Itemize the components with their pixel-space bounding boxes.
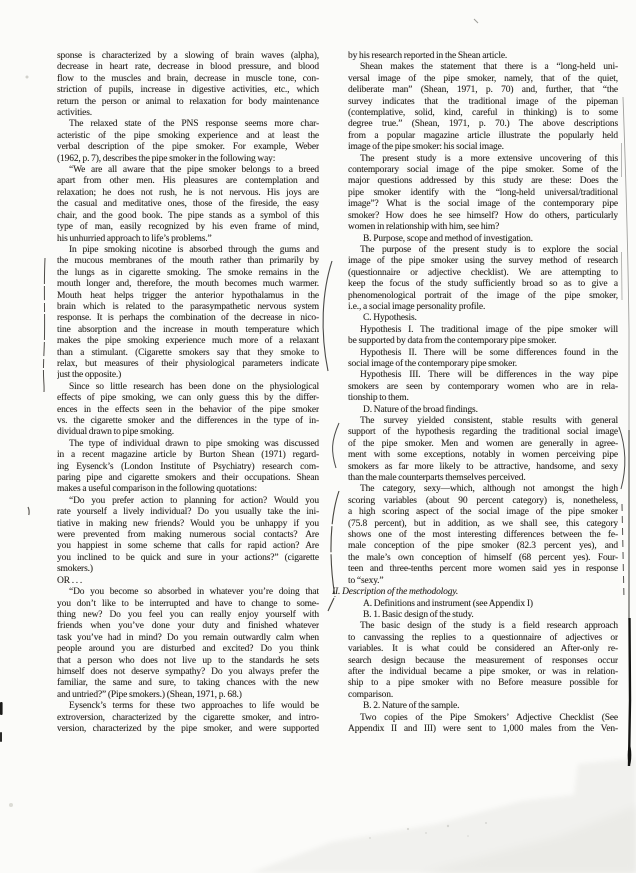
text-line: tiative in making new friends? Would you be unhappy if you — [57, 518, 319, 529]
text-line: male conception of the pipe smoker (82.3 percent yes), and — [348, 541, 618, 552]
left-margin-tick — [28, 507, 29, 515]
text-line: in a recent magazine article by Burton Shean (1971) regard- — [57, 450, 319, 461]
text-line: pipe smoker identify with the “long-held universal/traditional — [348, 187, 618, 198]
text-line: The type of individual drawn to pipe smoking was discussed — [69, 438, 319, 449]
text-line: to “sexy.” — [348, 575, 384, 586]
text-line: paring pipe and cigarette smokers and their occupations. Shean — [57, 473, 319, 484]
text-line: striction of pupils, increase in digestive activities, etc., which — [57, 85, 319, 96]
text-line: ment with some exceptions, notably in women perceiving pipe — [348, 450, 618, 461]
text-line: keep the focus of the study sufficiently broad so as to give a — [348, 279, 618, 290]
text-line: the male’s own conception of himself (68 percent yes). Four- — [348, 552, 618, 563]
text-line: degree true.” (Shean, 1971, p. 70.) The above descriptions — [348, 119, 618, 130]
page-edge-line-dark — [629, 618, 630, 766]
text-line: B. 1. Basic design of the study. — [363, 609, 474, 620]
section-heading — [348, 701, 618, 712]
bottom-right-shadow-deep — [420, 806, 636, 873]
text-line: ship to a pipe smoker with no Before measure possible for — [348, 678, 618, 689]
text-line: response. It is perhaps the combination of the decrease in nico- — [57, 313, 319, 324]
text-line: extroversion, characterized by the cigarette smoker, and intro- — [57, 712, 319, 723]
paragraph — [348, 325, 618, 348]
text-line: friends when you’ve done your duty and finished whatever — [57, 621, 319, 632]
text-line: version, characterized by the pipe smoker, and were supported — [57, 723, 319, 734]
text-line: verbal description of the pipe smoker. For example, Weber — [57, 142, 319, 153]
text-line: return the person or animal to relaxation for body maintenance — [57, 96, 319, 107]
text-line: the casual and meditative ones, those of the fireside, the easy — [57, 199, 319, 210]
text-line: Eysenck’s terms for these two approaches to life would be — [69, 701, 319, 712]
text-line: versal image of the pipe smoker, namely, that of the quiet, — [348, 73, 618, 84]
top-right-tick — [474, 19, 478, 23]
shadow-edge-speckles — [369, 822, 487, 839]
text-line: the lungs as in cigarette smoking. The smoke remains in the — [57, 267, 319, 278]
text-line: Mouth heat helps trigger the anterior hypothalamus in the — [57, 290, 319, 301]
text-line: chair, and the good book. The pipe stands as a symbol of this — [57, 210, 319, 221]
paragraph — [57, 51, 319, 119]
text-line: effects of pipe smoking, we can only guess this by the differ- — [57, 393, 319, 404]
text-line: shows one of the most interesting differences between the fe- — [348, 530, 618, 541]
text-line: Hypothesis III. There will be differences in the way pipe — [360, 370, 618, 381]
right-text-column — [332, 51, 618, 735]
text-line: activities. — [57, 108, 93, 119]
text-line: ences in the effects seen in the behavior of the pipe smoker — [57, 404, 319, 415]
text-line: i.e., a social image personality profile. — [348, 301, 486, 312]
text-line: B. 2. Nature of the sample. — [363, 701, 460, 712]
paragraph — [348, 484, 618, 587]
text-line: image of the pipe smoker using the survey method of research — [348, 256, 618, 267]
paragraph — [348, 370, 618, 404]
paragraph — [57, 382, 319, 439]
right-margin-dashed-line — [622, 504, 624, 600]
text-line: Shean makes the statement that there is a “long-held uni- — [360, 62, 618, 73]
text-line: rate yourself a lively individual? Do you usually take the ini- — [57, 507, 319, 518]
text-line: deliberate man” (Shean, 1971, p. 70) and, further, that “the — [348, 85, 618, 96]
paragraph — [57, 587, 319, 701]
text-line: teen and three-tenths percent more women said yes in response — [348, 564, 618, 575]
text-line: Hypothesis I. The traditional image of the pipe smoker will — [360, 324, 618, 335]
margin-smudge-b — [9, 803, 13, 807]
text-line: In pipe smoking nicotine is absorbed through the gums and — [69, 244, 319, 255]
text-line: search design because the measurement of responses occur — [348, 655, 618, 666]
gutter-bracket-category — [331, 491, 339, 597]
text-line: his unhurried approach to life’s problems.” — [57, 233, 212, 244]
text-line: brain which is related to the parasympathetic nervous system — [57, 301, 319, 312]
text-line: support of the hypothesis regarding the traditional social image — [348, 427, 618, 438]
text-line: just the opposite.) — [57, 370, 122, 381]
text-line: smokers as far more likely to be attractive, handsome, and sexy — [348, 461, 618, 472]
text-line: the mucous membranes of the mouth rather than primarily by — [57, 256, 319, 267]
text-line: scoring variables (about 90 percent category) is, nonetheless, — [348, 495, 618, 506]
text-line: (75.8 percent), but in addition, as we shall see, this category — [348, 518, 618, 529]
text-line: The purpose of the present study is to explore the social — [360, 244, 618, 255]
text-line: The present study is a more extensive uncovering of this — [360, 153, 618, 164]
text-line: tionship to them. — [348, 393, 409, 404]
text-line: than the male counterparts themselves perceived. — [348, 473, 526, 484]
text-line: sponse is characterized by a slowing of brain waves (alpha), — [57, 51, 319, 61]
left-edge-speck-b — [0, 732, 2, 742]
gutter-bracket-category-tail — [328, 598, 334, 611]
text-line: survey indicates that the traditional image of the pipeman — [348, 96, 618, 107]
text-line: you inclined to be quick and sure in your actions?” (cigarette — [57, 552, 319, 563]
text-line: after the individual became a pipe smoker, or was in relation- — [348, 666, 618, 677]
text-line: decrease in heart rate, decrease in blood pressure, and blood — [57, 62, 319, 73]
paragraph — [348, 51, 618, 62]
paragraph — [57, 165, 319, 245]
text-line: and untried?” (Pipe smokers.) (Shean, 1971, p. 68.) — [57, 689, 242, 700]
text-line: acteristic of the pipe smoking experience and at least the — [57, 130, 319, 141]
text-line: himself does not deserve sympathy? Do you always prefer the — [57, 666, 319, 677]
text-line: variables. It is what could be considered an After-only re- — [348, 644, 618, 655]
section-heading — [348, 405, 618, 416]
paragraph — [348, 348, 618, 371]
text-line: flow to the muscles and brain, decrease in muscle tone, con- — [57, 73, 319, 84]
text-line: phenomenological portrait of the image of the pipe smoker, — [348, 290, 618, 301]
section-heading — [348, 313, 618, 324]
text-line: were prevented from making numerous social contacts? Are — [57, 530, 319, 541]
text-line: dividual drawn to pipe smoking. — [57, 427, 174, 438]
text-line: relax, but measures of their physiological parameters indicate — [57, 358, 319, 369]
paragraph — [57, 496, 319, 576]
text-line: task you’ve had in mind? Do you remain outwardly calm when — [57, 632, 319, 643]
text-line: type of man, easily recognized by his even frame of mind, — [57, 222, 319, 233]
page-edge-line-faint — [623, 97, 629, 620]
margin-smudge-a — [26, 76, 29, 79]
text-line: people around you are disturbed and excited? Do you think — [57, 644, 319, 655]
text-line: apart from other men. His pleasures are contemplation and — [57, 176, 319, 187]
text-line: be supported by data from the contemporary pipe smoker. — [348, 336, 557, 347]
text-line: vs. the cigarette smoker and the differences in the type of in- — [57, 416, 319, 426]
right-margin-paren-mark — [619, 427, 625, 489]
paragraph — [57, 245, 319, 382]
section-heading — [348, 234, 618, 245]
paragraph — [348, 416, 618, 484]
text-line: major questions addressed by this study are these: Does the — [348, 176, 618, 187]
paragraph — [348, 62, 618, 153]
text-line: B. Purpose, scope and method of investigation. — [363, 233, 533, 244]
text-line: A. Definitions and instrument (see Appendix I) — [363, 598, 533, 609]
paragraph — [57, 439, 319, 496]
paragraph — [348, 245, 618, 313]
text-line: thing new? Do you feel you can really enjoy yourself with — [57, 609, 319, 620]
text-line: C. Hypothesis. — [363, 313, 417, 324]
text-line: (contemplative, solid, kind, careful in thinking) is to some — [348, 108, 618, 119]
text-line: Hypothesis II. There will be some differences found in the — [360, 347, 618, 358]
text-line: smokers are seen by contemporary women who are in rela- — [348, 381, 618, 392]
bottom-right-shadow — [250, 758, 636, 873]
section-heading — [348, 599, 618, 610]
text-line: (1962, p. 7), describes the pipe smoker in the following way: — [57, 153, 276, 164]
paragraph — [57, 119, 319, 165]
paragraph — [57, 576, 319, 587]
text-line: of the pipe smoker. Men and women are generally in agree- — [348, 438, 618, 449]
text-line: Since so little research has been done on the physiological — [69, 381, 319, 392]
text-line: than a stimulant. (Cigarette smokers say that they smoke to — [57, 347, 319, 358]
text-line: (questionnaire or adjective checklist). We are attempting to — [348, 267, 618, 278]
text-line: makes the pipe smoking experience much more of a relaxant — [57, 336, 319, 347]
text-line: D. Nature of the broad findings. — [363, 404, 478, 415]
text-line: by his research reported in the Shean article. — [348, 51, 508, 61]
text-line: “Do you prefer action to planning for action? Would you — [69, 495, 319, 506]
text-line: Appendix II and III) were sent to 1,000 males from the Ven- — [348, 723, 618, 734]
text-line: you happiest in some scheme that calls for rapid action? Are — [57, 541, 319, 552]
text-line: familiar, the same and sure, to taking chances with the new — [57, 678, 319, 689]
text-line: Two copies of the Pipe Smokers’ Adjective Checklist (See — [360, 712, 618, 723]
left-edge-speck-a — [0, 702, 3, 715]
text-line: a high scoring aspect of the social image of the pipe smoker — [348, 507, 618, 518]
page-edge-blob — [628, 745, 632, 765]
text-line: mouth longer and, therefore, the mouth becomes much warmer. — [57, 279, 319, 290]
text-line: relaxation; he does not rush, he is not nervous. His joys are — [57, 187, 319, 198]
text-line: from a popular magazine article illustrate the popularly held — [348, 130, 618, 141]
text-line: The basic design of the study is a field research approach — [360, 621, 618, 632]
text-line: that a person who does not live up to the standards he sets — [57, 655, 319, 666]
text-line: OR . . . — [57, 575, 83, 586]
paragraph — [348, 713, 618, 736]
page-edge-segment-b — [622, 252, 623, 300]
text-line: The relaxed state of the PNS response seems more char- — [69, 119, 319, 130]
text-line: “Do you become so absorbed in whatever you’re doing that — [69, 587, 319, 598]
section-heading — [348, 610, 618, 621]
text-line: women in relationship with him, see him? — [348, 222, 500, 233]
text-line: “We are all aware that the pipe smoker belongs to a breed — [69, 165, 319, 176]
gutter-bracket-survey — [333, 423, 339, 468]
paragraph — [348, 621, 618, 701]
text-line: contemporary social image of the pipe smoker. Some of the — [348, 165, 618, 176]
text-line: makes a useful comparison in the following quotations: — [57, 484, 257, 495]
text-line: you don’t like to be interrupted and have to change to some- — [57, 598, 319, 609]
text-line: tine absorption and the increase in mouth temperature which — [57, 324, 319, 335]
text-line: The category, sexy—which, although not amongst the high — [360, 484, 618, 495]
text-line: image”? What is the social image of the contemporary pipe — [348, 199, 618, 210]
text-line: comparison. — [348, 689, 394, 700]
text-line: to canvassing the replies to a questionnaire of adjectives or — [348, 632, 618, 643]
paragraph — [348, 154, 618, 234]
text-line: smoker? How does he see himself? How do others, particularly — [348, 210, 618, 221]
gutter-paren-mark — [323, 261, 332, 371]
text-line: image of the pipe smoker: his social image. — [348, 142, 504, 153]
text-line: The survey yielded consistent, stable results with general — [360, 416, 618, 426]
text-line: smokers.) — [57, 564, 93, 575]
text-line: ing Eysenck’s (London Institute of Psychiatry) research com- — [57, 461, 319, 472]
paragraph — [57, 701, 319, 735]
text-line: II. Description of the methodology. — [332, 587, 459, 598]
left-margin-pen-line — [43, 258, 45, 392]
section-heading — [332, 587, 618, 598]
text-line: social image of the contemporary pipe smoker. — [348, 358, 517, 369]
left-text-column — [57, 51, 319, 735]
